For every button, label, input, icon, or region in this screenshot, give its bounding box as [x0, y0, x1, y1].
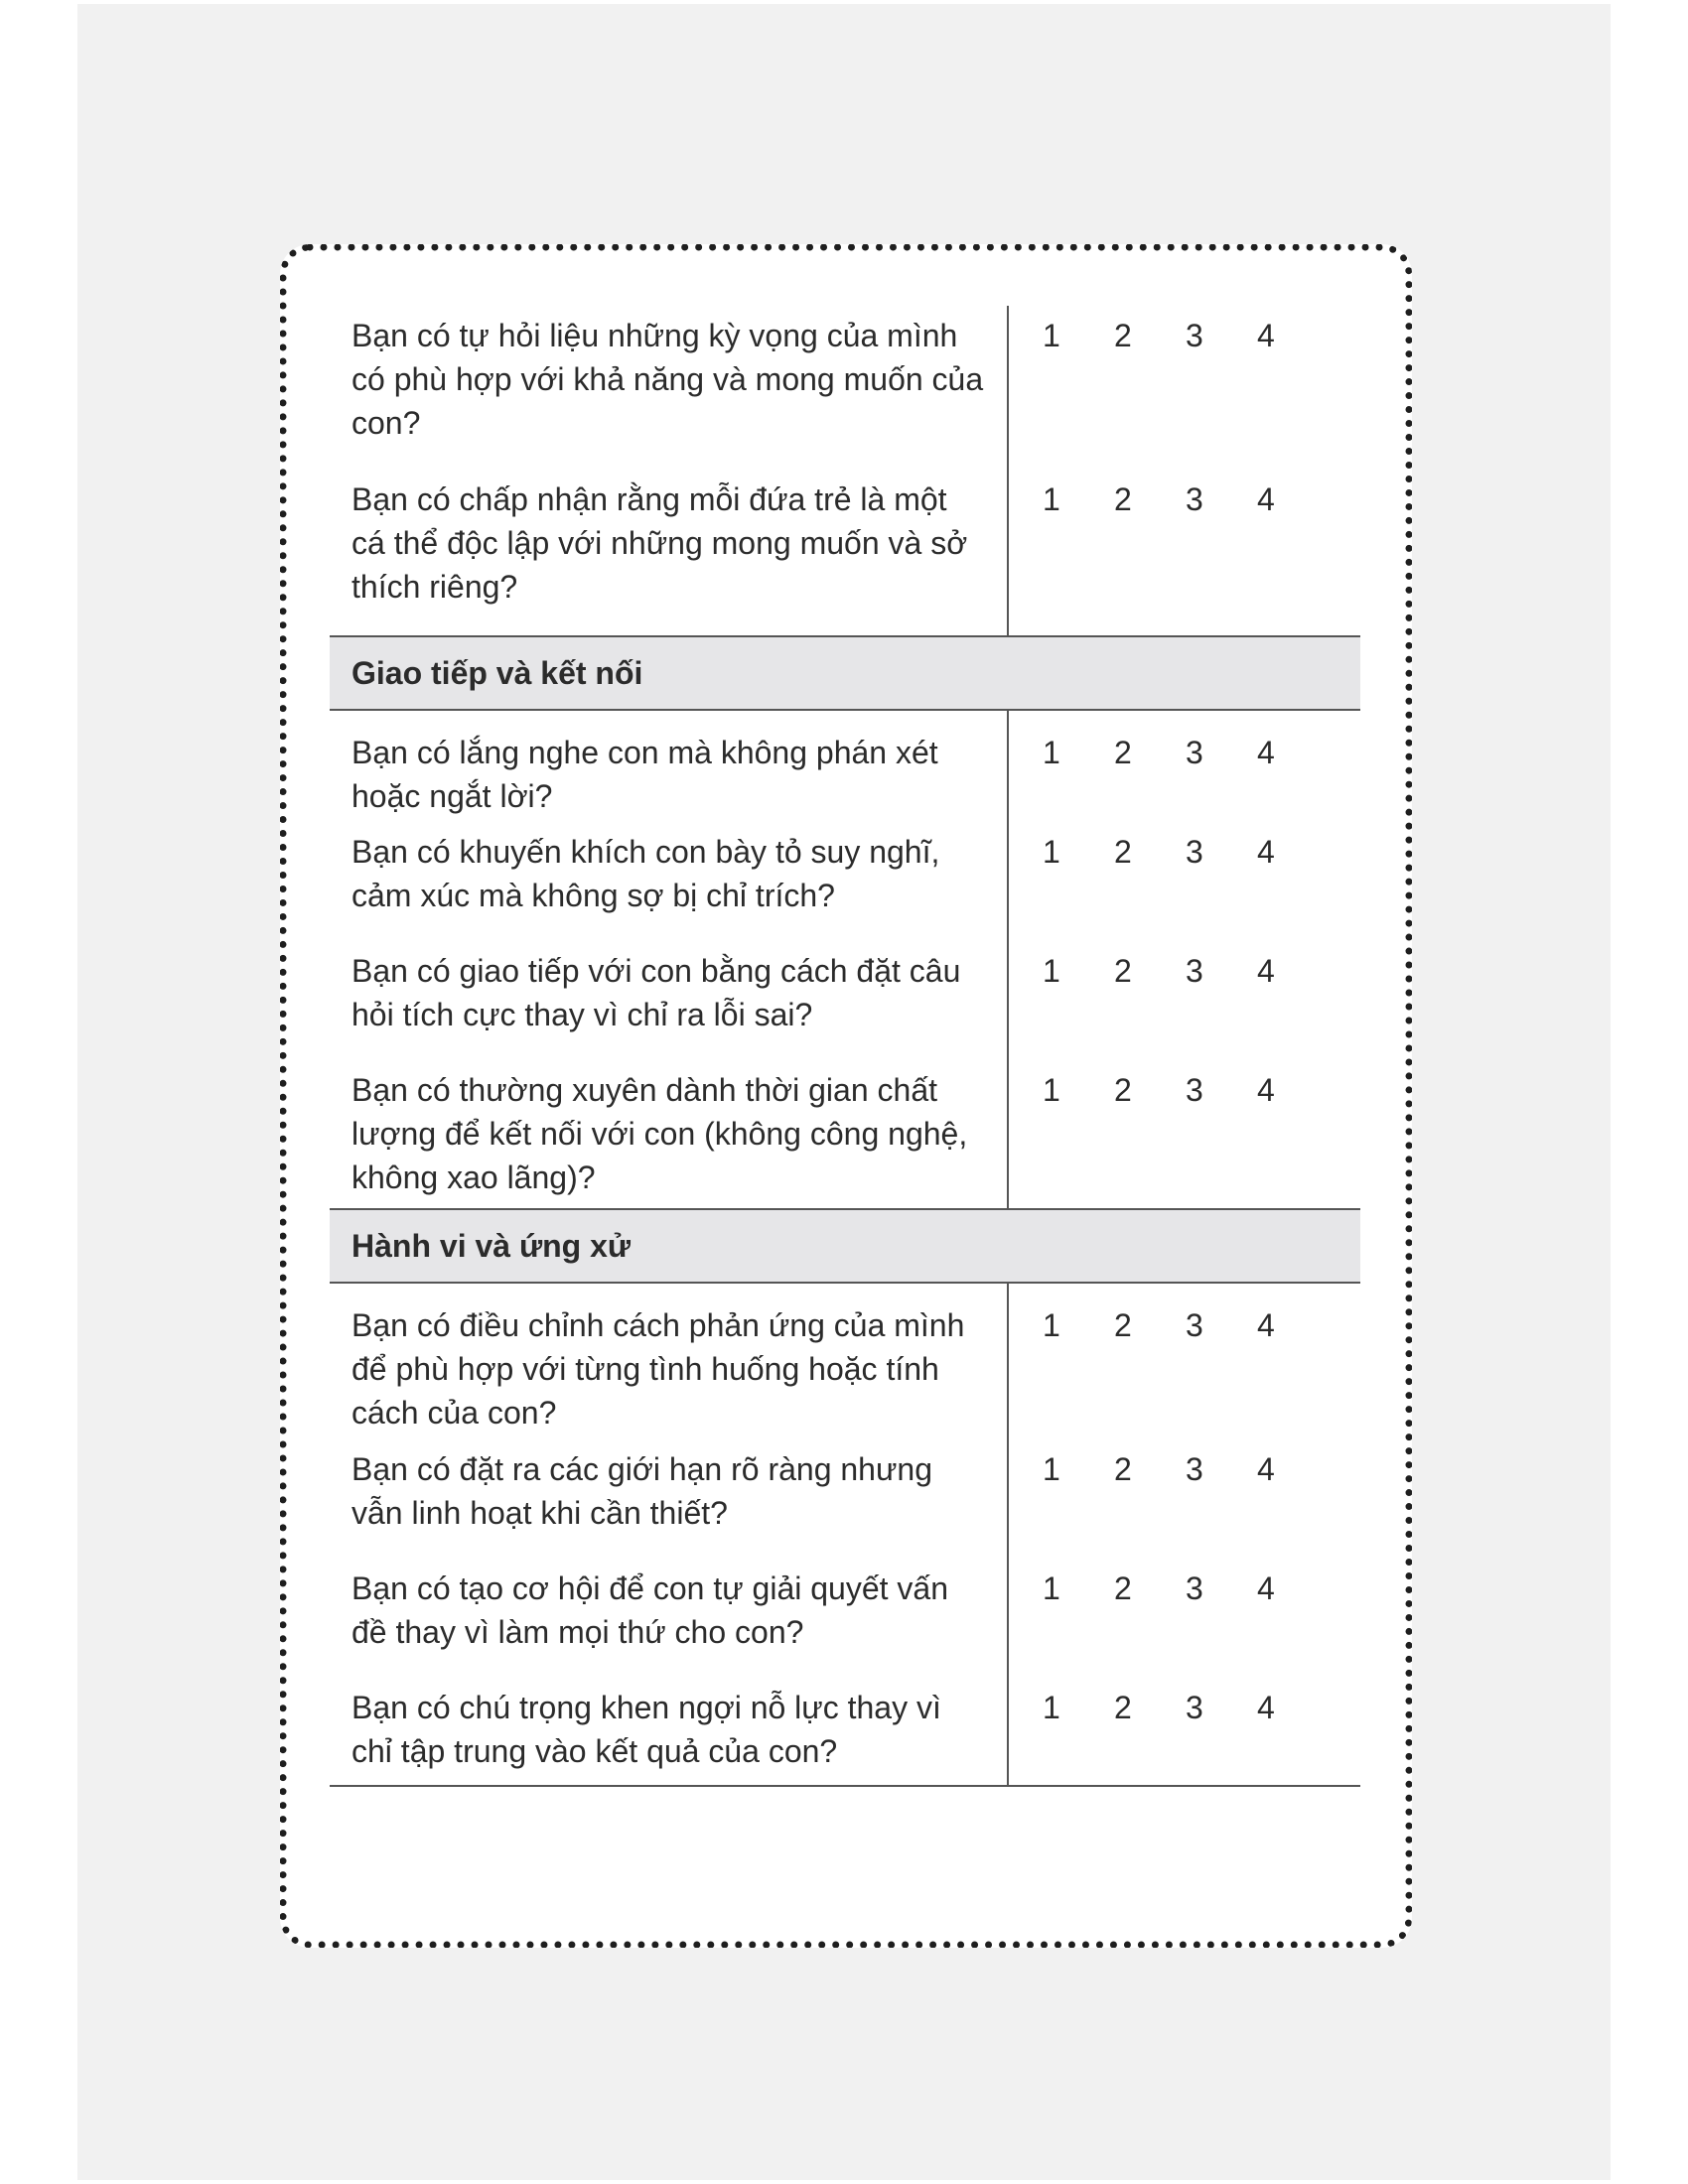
rating-option: 4 [1257, 318, 1275, 353]
rating-scale [1009, 1567, 1360, 1686]
table-row [330, 830, 1360, 949]
rating-option: 2 [1114, 953, 1132, 989]
rating-scale [1009, 830, 1360, 949]
rating-option: 4 [1257, 1451, 1275, 1487]
rating-option: 1 [1043, 1451, 1060, 1487]
rating-option: 3 [1186, 318, 1203, 353]
question-cell [330, 1068, 1009, 1208]
question-text: Bạn có tự hỏi liệu những kỳ vọng của mình có phù hợp với khả năng và mong muốn của con? [352, 318, 984, 441]
rating-scale [1009, 1447, 1360, 1567]
rating-scale [1009, 1686, 1360, 1785]
questionnaire-table [330, 306, 1360, 1787]
rating-option: 1 [1043, 1307, 1060, 1343]
question-text: Bạn có chấp nhận rằng mỗi đứa trẻ là một cá thể độc lập với những mong muốn và sở thích riêng? [352, 481, 968, 605]
table-row [330, 711, 1360, 830]
rating-option: 4 [1257, 1570, 1275, 1606]
rating-option: 1 [1043, 1072, 1060, 1108]
rating-option: 2 [1114, 834, 1132, 870]
rating-option: 2 [1114, 1570, 1132, 1606]
rating-option: 3 [1186, 1451, 1203, 1487]
question-text: Bạn có thường xuyên dành thời gian chất lượng để kết nối với con (không công nghệ, không xao lãng)? [352, 1072, 968, 1195]
rating-option: 4 [1257, 481, 1275, 517]
question-cell [330, 949, 1009, 1068]
question-cell [330, 306, 1009, 470]
rating-option: 3 [1186, 1690, 1203, 1725]
rating-scale [1009, 711, 1360, 830]
question-text: Bạn có chú trọng khen ngợi nỗ lực thay vì chỉ tập trung vào kết quả của con? [352, 1690, 941, 1769]
table-row [330, 470, 1360, 635]
rating-option: 2 [1114, 481, 1132, 517]
question-cell [330, 1284, 1009, 1447]
table-row [330, 1447, 1360, 1567]
rating-option: 1 [1043, 1570, 1060, 1606]
rating-option: 3 [1186, 953, 1203, 989]
table-row [330, 1686, 1360, 1785]
rating-option: 4 [1257, 1690, 1275, 1725]
table-bottom-rule [330, 1785, 1360, 1787]
rating-option: 2 [1114, 1072, 1132, 1108]
rating-option: 2 [1114, 318, 1132, 353]
rating-option: 2 [1114, 735, 1132, 770]
rating-option: 3 [1186, 481, 1203, 517]
question-text: Bạn có khuyến khích con bày tỏ suy nghĩ, cảm xúc mà không sợ bị chỉ trích? [352, 834, 940, 913]
question-text: Bạn có điều chỉnh cách phản ứng của mình để phù hợp với từng tình huống hoặc tính cách của con? [352, 1307, 965, 1431]
table-row [330, 1068, 1360, 1208]
rating-option: 4 [1257, 1307, 1275, 1343]
rating-option: 1 [1043, 1690, 1060, 1725]
question-cell [330, 830, 1009, 949]
question-cell [330, 1567, 1009, 1686]
rating-scale [1009, 306, 1360, 470]
rating-option: 1 [1043, 953, 1060, 989]
rating-option: 3 [1186, 735, 1203, 770]
rating-scale [1009, 1284, 1360, 1447]
rating-option: 4 [1257, 1072, 1275, 1108]
table-row [330, 1284, 1360, 1447]
question-cell [330, 1686, 1009, 1785]
question-cell [330, 1447, 1009, 1567]
rating-option: 1 [1043, 735, 1060, 770]
rating-option: 4 [1257, 834, 1275, 870]
rating-option: 3 [1186, 1307, 1203, 1343]
rating-option: 3 [1186, 1570, 1203, 1606]
table-row [330, 949, 1360, 1068]
rating-option: 3 [1186, 834, 1203, 870]
question-text: Bạn có đặt ra các giới hạn rõ ràng nhưng vẫn linh hoạt khi cần thiết? [352, 1451, 932, 1531]
rating-option: 1 [1043, 481, 1060, 517]
question-text: Bạn có tạo cơ hội để con tự giải quyết vấn đề thay vì làm mọi thứ cho con? [352, 1570, 948, 1650]
table-row [330, 1567, 1360, 1686]
rating-scale [1009, 1068, 1360, 1208]
rating-option: 3 [1186, 1072, 1203, 1108]
question-cell [330, 470, 1009, 635]
rating-option: 2 [1114, 1690, 1132, 1725]
rating-scale [1009, 470, 1360, 635]
section-header-behavior: Hành vi và ứng xử [330, 1208, 1360, 1284]
rating-option: 2 [1114, 1307, 1132, 1343]
section-header-communication: Giao tiếp và kết nối [330, 635, 1360, 711]
question-text: Bạn có lắng nghe con mà không phán xét hoặc ngắt lời? [352, 735, 938, 814]
table-row [330, 306, 1360, 470]
rating-option: 1 [1043, 834, 1060, 870]
rating-option: 4 [1257, 953, 1275, 989]
rating-option: 1 [1043, 318, 1060, 353]
question-cell [330, 711, 1009, 830]
question-text: Bạn có giao tiếp với con bằng cách đặt câu hỏi tích cực thay vì chỉ ra lỗi sai? [352, 953, 961, 1032]
rating-scale [1009, 949, 1360, 1068]
rating-option: 2 [1114, 1451, 1132, 1487]
rating-option: 4 [1257, 735, 1275, 770]
